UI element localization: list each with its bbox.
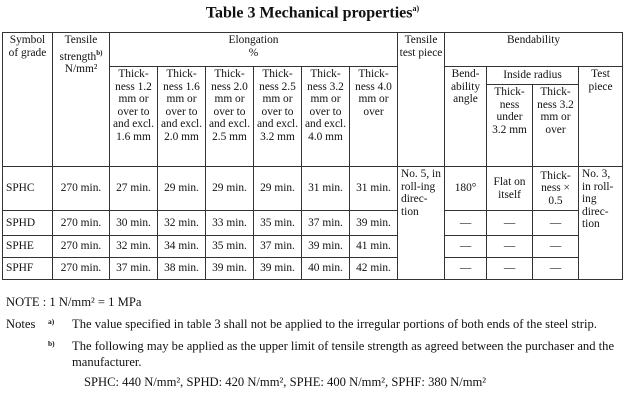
thickness-col-3: Thick-ness 2.0 mm or over to and excl. 2.5 mm xyxy=(206,67,254,167)
title-footnote-mark: a) xyxy=(412,4,420,13)
elongation-cell: 39 min. xyxy=(302,236,350,258)
elongation-cell: 32 min. xyxy=(110,236,158,258)
elongation-cell: 38 min. xyxy=(158,258,206,280)
elongation-cell: 37 min. xyxy=(302,211,350,236)
grade-cell: SPHE xyxy=(3,236,53,258)
mechanical-properties-table xyxy=(2,32,623,280)
elongation-cell: 33 min. xyxy=(206,211,254,236)
thickness-col-6: Thick-ness 4.0 mm or over xyxy=(350,67,398,167)
radius-cell: — xyxy=(487,211,533,236)
table-row xyxy=(3,236,623,258)
table-row xyxy=(3,167,623,211)
note-a xyxy=(6,316,618,332)
grade-cell: SPHD xyxy=(3,211,53,236)
elongation-cell: 32 min. xyxy=(158,211,206,236)
elongation-cell: 42 min. xyxy=(350,258,398,280)
note-a-mark: a) xyxy=(48,317,55,326)
elongation-cell: 27 min. xyxy=(110,167,158,211)
radius-cell: — xyxy=(533,211,579,236)
bend-angle-cell: — xyxy=(445,258,487,280)
header-inside-radius: Inside radius xyxy=(487,67,579,85)
elongation-cell: 40 min. xyxy=(302,258,350,280)
table-title-text: Table 3 Mechanical properties xyxy=(205,4,413,22)
header-bendability: Bendability xyxy=(445,33,623,67)
notes-label: Notes xyxy=(6,317,36,331)
note-b-mark: b) xyxy=(48,339,55,348)
bend-angle-cell: 180° xyxy=(445,167,487,211)
header-bend-test-piece: Test piece xyxy=(579,67,623,167)
grade-cell: SPHF xyxy=(3,258,53,280)
header-tensile-strength xyxy=(53,33,110,167)
bend-test-piece-cell: No. 3, in roll-ing direc-tion xyxy=(579,167,623,280)
header-elongation xyxy=(110,33,398,67)
table-title xyxy=(0,4,625,22)
radius-col-2: Thick-ness 3.2 mm or over xyxy=(533,85,579,167)
tensile-cell: 270 min. xyxy=(53,211,110,236)
tensile-test-piece-cell: No. 5, in roll-ing direc-tion xyxy=(398,167,445,280)
radius-cell: Flat on itself xyxy=(487,167,533,211)
elongation-cell: 39 min. xyxy=(254,258,302,280)
radius-cell: — xyxy=(487,258,533,280)
header-elongation-unit: % xyxy=(248,46,259,59)
elongation-cell: 29 min. xyxy=(158,167,206,211)
elongation-cell: 37 min. xyxy=(110,258,158,280)
note-b xyxy=(6,338,618,390)
elongation-cell: 31 min. xyxy=(350,167,398,211)
note-b-values: SPHC: 440 N/mm², SPHD: 420 N/mm², SPHE: 400 N/mm², SPHF: 380 N/mm² xyxy=(84,375,487,389)
header-tensile-unit: N/mm² xyxy=(64,62,98,75)
bend-angle-cell: — xyxy=(445,236,487,258)
tensile-footnote-mark: b) xyxy=(96,48,103,57)
radius-cell: — xyxy=(533,236,579,258)
elongation-cell: 37 min. xyxy=(254,236,302,258)
radius-col-1: Thick-ness under 3.2 mm xyxy=(487,85,533,167)
grade-cell: SPHC xyxy=(3,167,53,211)
elongation-cell: 29 min. xyxy=(254,167,302,211)
note-a-text: The value specified in table 3 shall not be applied to the irregular portions of both ends of the steel strip. xyxy=(72,317,597,331)
header-tensile-label: Tensile strength xyxy=(59,34,98,63)
note-b-text: The following may be applied as the upper limit of tensile strength as agreed between the purchaser and the manufacturer. xyxy=(72,339,615,369)
table-row xyxy=(3,258,623,280)
elongation-cell: 39 min. xyxy=(350,211,398,236)
unit-note: NOTE : 1 N/mm² = 1 MPa xyxy=(6,295,142,309)
elongation-cell: 35 min. xyxy=(206,236,254,258)
header-symbol-of-grade: Symbol of grade xyxy=(3,33,53,167)
header-bend-angle: Bend-ability angle xyxy=(445,67,487,167)
thickness-col-5: Thick-ness 3.2 mm or over to and excl. 4.0 mm xyxy=(302,67,350,167)
thickness-col-4: Thick-ness 2.5 mm or over to and excl. 3.2 mm xyxy=(254,67,302,167)
notes-section xyxy=(6,294,618,390)
bend-angle-cell: — xyxy=(445,211,487,236)
header-elongation-label: Elongation xyxy=(228,34,279,46)
elongation-cell: 34 min. xyxy=(158,236,206,258)
thickness-col-2: Thick-ness 1.6 mm or over to and excl. 2.0 mm xyxy=(158,67,206,167)
elongation-cell: 41 min. xyxy=(350,236,398,258)
tensile-cell: 270 min. xyxy=(53,236,110,258)
radius-cell: — xyxy=(533,258,579,280)
elongation-cell: 35 min. xyxy=(254,211,302,236)
thickness-col-1: Thick-ness 1.2 mm or over to and excl. 1.6 mm xyxy=(110,67,158,167)
elongation-cell: 30 min. xyxy=(110,211,158,236)
radius-cell: — xyxy=(487,236,533,258)
elongation-cell: 29 min. xyxy=(206,167,254,211)
table-row xyxy=(3,211,623,236)
tensile-cell: 270 min. xyxy=(53,167,110,211)
header-tensile-test-piece: Tensile test piece xyxy=(398,33,445,167)
radius-cell: Thick-ness × 0.5 xyxy=(533,167,579,211)
tensile-cell: 270 min. xyxy=(53,258,110,280)
elongation-cell: 31 min. xyxy=(302,167,350,211)
elongation-cell: 39 min. xyxy=(206,258,254,280)
